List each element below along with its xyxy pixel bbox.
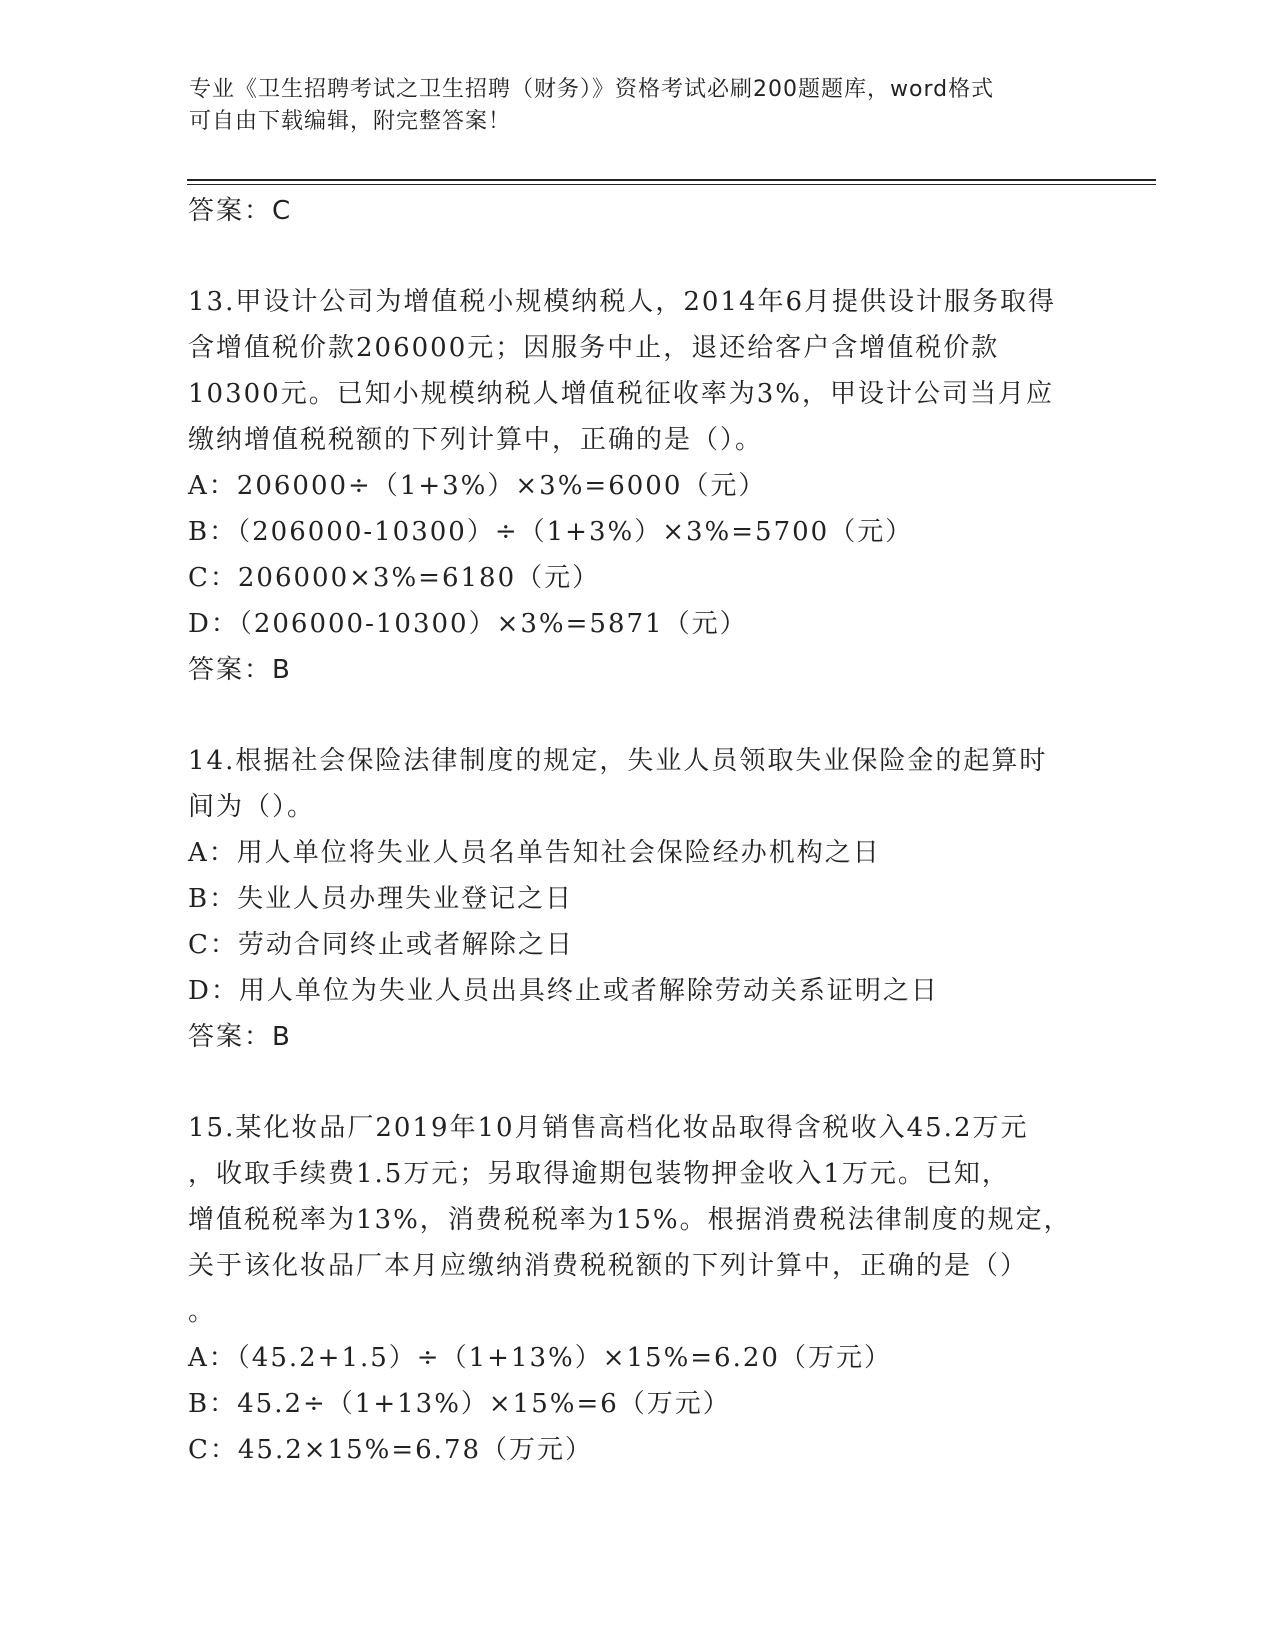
option-a: A：（45.2+1.5）÷（1+13%）×15%=6.20（万元） — [188, 1343, 892, 1373]
question-stem-line: 15.某化妆品厂2019年10月销售高档化妆品取得含税收入45.2万元 — [188, 1113, 1029, 1143]
option-d: D：（206000-10300）×3%=5871（元） — [188, 609, 748, 639]
question-14 — [188, 738, 1088, 1060]
option-c: C：劳动合同终止或者解除之日 — [188, 930, 574, 960]
option-b: B：失业人员办理失业登记之日 — [188, 884, 574, 914]
question-stem-line: 。 — [188, 1297, 217, 1327]
answer-line: 答案：B — [188, 1022, 292, 1052]
option-d: D：用人单位为失业人员出具终止或者解除劳动关系证明之日 — [188, 976, 939, 1006]
question-stem-line: 缴纳增值税税额的下列计算中，正确的是（）。 — [188, 425, 764, 455]
question-stem-line: 间为（）。 — [188, 792, 316, 822]
question-stem-line: 含增值税价款206000元；因服务中止，退还给客户含增值税价款 — [188, 333, 1000, 363]
document-header — [189, 74, 1069, 138]
option-b: B：（206000-10300）÷（1+3%）×3%=5700（元） — [188, 517, 914, 547]
option-c: C：45.2×15%=6.78（万元） — [188, 1435, 594, 1465]
header-line-2: 可自由下载编辑，附完整答案！ — [189, 109, 512, 134]
question-15 — [188, 1105, 1088, 1473]
header-divider-thick — [187, 179, 1156, 181]
question-stem-line: ，收取手续费1.5万元；另取得逾期包装物押金收入1万元。已知， — [188, 1159, 1010, 1189]
question-stem-line: 13.甲设计公司为增值税小规模纳税人，2014年6月提供设计服务取得 — [188, 287, 1057, 317]
option-a: A：206000÷（1+3%）×3%=6000（元） — [188, 471, 767, 501]
question-stem-line: 10300元。已知小规模纳税人增值税征收率为3%，甲设计公司当月应 — [188, 379, 1054, 409]
option-b: B：45.2÷（1+13%）×15%=6（万元） — [188, 1389, 731, 1419]
document-body — [188, 188, 1088, 1473]
question-13 — [188, 279, 1088, 693]
answer-line: 答案：B — [188, 655, 292, 685]
question-stem-line: 14.根据社会保险法律制度的规定，失业人员领取失业保险金的起算时 — [188, 746, 1048, 776]
question-stem-line: 关于该化妆品厂本月应缴纳消费税税额的下列计算中，正确的是（） — [188, 1251, 1029, 1281]
spacer — [188, 1060, 1088, 1105]
previous-answer: 答案：C — [188, 196, 293, 226]
option-c: C：206000×3%=6180（元） — [188, 563, 601, 593]
spacer — [188, 693, 1088, 738]
spacer — [188, 234, 1088, 279]
option-a: A：用人单位将失业人员名单告知社会保险经办机构之日 — [188, 838, 881, 868]
header-line-1: 专业《卫生招聘考试之卫生招聘（财务）》资格考试必刷200题题库，word格式 — [189, 77, 995, 102]
header-divider-thin — [187, 184, 1156, 185]
question-stem-line: 增值税税率为13%，消费税税率为15%。根据消费税法律制度的规定， — [188, 1205, 1072, 1235]
